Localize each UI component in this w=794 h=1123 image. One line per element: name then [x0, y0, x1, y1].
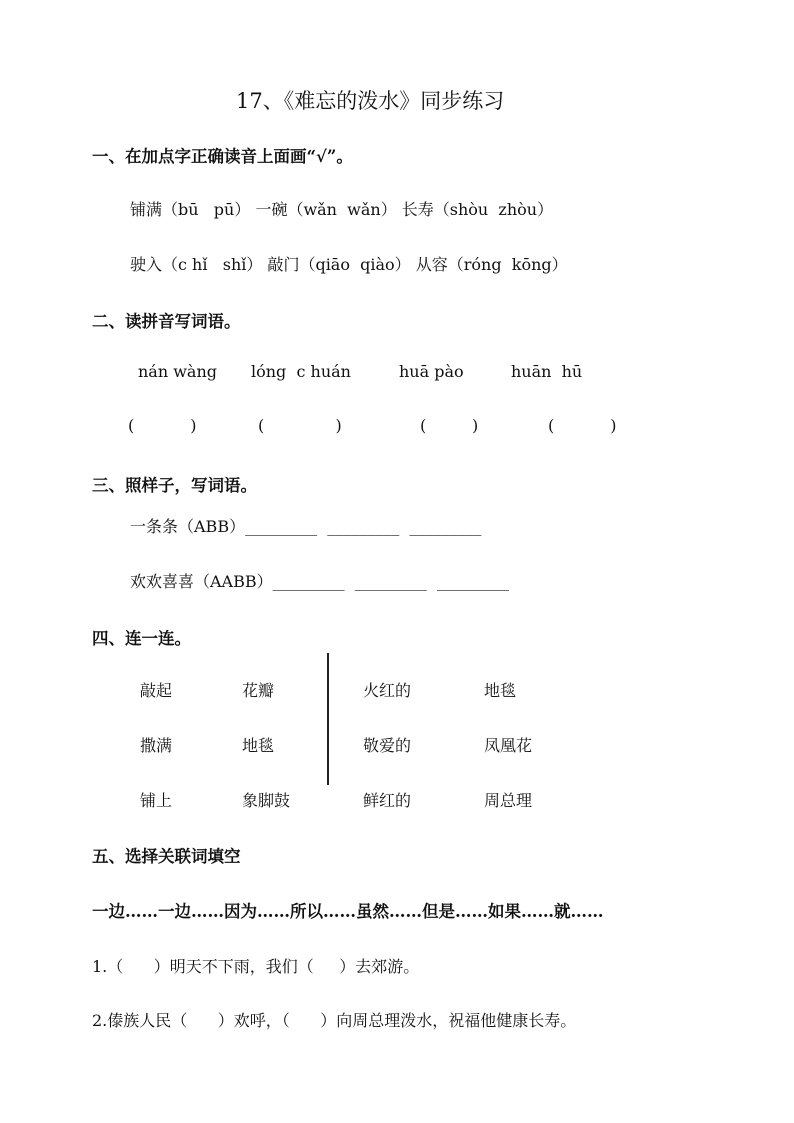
pinyin-word-1: nán wàng [138, 362, 218, 381]
match-left-word-2[interactable]: 撒满 [140, 736, 173, 755]
match-left-target-1[interactable]: 花瓣 [242, 681, 275, 700]
section1-line1: 铺满（bū pū） 一碗（wǎn wǎn） 长寿（shòu zhòu） [130, 200, 554, 219]
pinyin-word-4: huān hū [511, 362, 583, 381]
match-right-word-3[interactable]: 鲜红的 [363, 791, 412, 810]
match-left-target-3[interactable]: 象脚鼓 [242, 791, 291, 810]
match-right-target-1[interactable]: 地毯 [484, 681, 517, 700]
conjunction-options: 一边……一边……因为……所以……虽然……但是……如果……就…… [92, 902, 604, 921]
match-left-word-3[interactable]: 铺上 [140, 791, 173, 810]
question-2[interactable]: 2.傣族人民（ ）欢呼，（ ）向周总理泼水，祝福他健康长寿。 [92, 1011, 577, 1030]
section3-line1[interactable]: 一条条（ABB）_________ _________ _________ [130, 517, 482, 536]
column-divider [327, 653, 329, 785]
match-left-target-2[interactable]: 地毯 [242, 736, 275, 755]
answer-bracket-2[interactable]: ( ) [258, 416, 342, 435]
match-right-word-2[interactable]: 敬爱的 [363, 736, 412, 755]
answer-bracket-4[interactable]: ( ) [548, 416, 617, 435]
section5-heading: 五、选择关联词填空 [92, 847, 241, 866]
section3-line2[interactable]: 欢欢喜喜（AABB）_________ _________ _________ [130, 572, 509, 591]
page-title: 17、《难忘的泼水》同步练习 [236, 89, 505, 113]
match-right-word-1[interactable]: 火红的 [363, 681, 412, 700]
question-1[interactable]: 1.（ ）明天不下雨，我们（ ）去郊游。 [92, 957, 420, 976]
pinyin-word-3: huā pào [399, 362, 464, 381]
match-left-word-1[interactable]: 敲起 [140, 681, 173, 700]
section2-heading: 二、读拼音写词语。 [92, 312, 241, 331]
match-right-target-3[interactable]: 周总理 [484, 791, 533, 810]
answer-bracket-1[interactable]: ( ) [128, 416, 197, 435]
section1-line2: 驶入（c hǐ shǐ） 敲门（qiāo qiào） 从容（róng kōng） [130, 255, 568, 274]
match-right-target-2[interactable]: 凤凰花 [484, 736, 533, 755]
section3-heading: 三、照样子，写词语。 [92, 476, 257, 495]
section4-heading: 四、连一连。 [92, 629, 191, 648]
pinyin-word-2: lóng c huán [251, 362, 351, 381]
section1-heading: 一、在加点字正确读音上面画“√”。 [92, 147, 353, 166]
answer-bracket-3[interactable]: ( ) [420, 416, 479, 435]
